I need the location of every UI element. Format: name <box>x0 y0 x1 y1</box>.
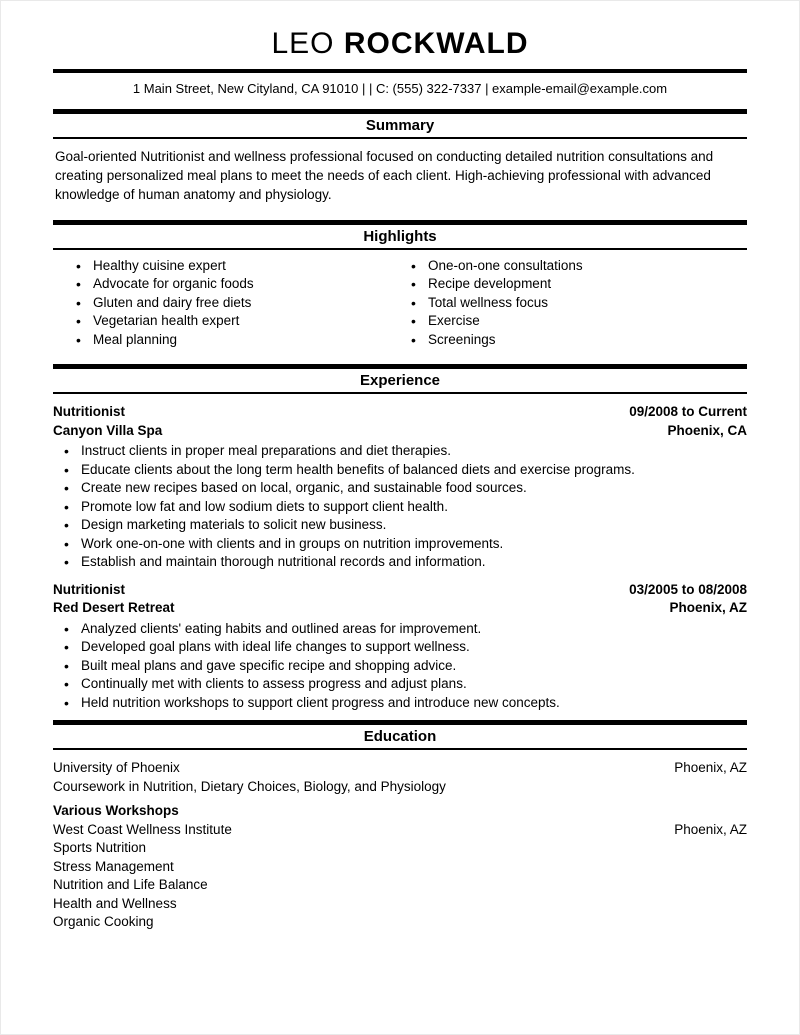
job-dates: 09/2008 to Current <box>629 404 747 419</box>
highlight-item: • Exercise <box>428 312 747 331</box>
education-institute: West Coast Wellness Institute <box>53 822 232 837</box>
highlights-right-column <box>400 250 747 361</box>
job-bullet: • Continually met with clients to assess progress and adjust plans. <box>81 675 747 694</box>
education-section <box>53 750 747 932</box>
job-bullet: • Analyzed clients' eating habits and outlined areas for improvement. <box>81 620 747 639</box>
highlight-item: • Gluten and dairy free diets <box>93 294 400 313</box>
highlights-columns <box>53 250 747 361</box>
job-company: Canyon Villa Spa <box>53 422 163 438</box>
education-institute-location: Phoenix, AZ <box>674 822 747 837</box>
workshop-item: Nutrition and Life Balance <box>53 877 208 892</box>
workshop-item: Organic Cooking <box>53 914 154 929</box>
highlight-item: • Recipe development <box>428 275 747 294</box>
job-location: Phoenix, CA <box>667 422 747 438</box>
section-title-summary: Summary <box>53 109 747 139</box>
job-bullet: • Work one-on-one with clients and in groups on nutrition improvements. <box>81 535 747 554</box>
highlight-item: • Advocate for organic foods <box>93 275 400 294</box>
job-bullet: • Built meal plans and gave specific recipe and shopping advice. <box>81 657 747 676</box>
contact-line: 1 Main Street, New Cityland, CA 91010 | | C: (555) 322-7337 | example-email@example.com <box>132 80 668 96</box>
experience-job <box>53 581 747 713</box>
job-bullet: • Create new recipes based on local, organic, and sustainable food sources. <box>81 479 747 498</box>
education-coursework: Coursework in Nutrition, Dietary Choices, Biology, and Physiology <box>53 779 446 794</box>
job-bullet: • Held nutrition workshops to support client progress and introduce new concepts. <box>81 694 747 713</box>
highlights-left-column <box>53 250 400 361</box>
highlight-item: • Screenings <box>428 331 747 350</box>
workshop-item: Sports Nutrition <box>53 840 147 855</box>
education-school: University of Phoenix <box>53 760 180 775</box>
experience-job <box>53 403 747 572</box>
job-bullet-list <box>53 620 747 713</box>
summary-paragraph: Goal-oriented Nutritionist and wellness professional focused on conducting detailed nutrition consultations and creating personalized meal plans to meet the needs of each client. High-achieving professional with advanced knowledge of human anatomy and physiology. <box>55 148 714 202</box>
highlight-item: • Vegetarian health expert <box>93 312 400 331</box>
candidate-last-name: ROCKWALD <box>343 27 529 60</box>
highlight-item: • Healthy cuisine expert <box>93 257 400 276</box>
candidate-first-name: LEO <box>271 27 335 60</box>
job-title: Nutritionist <box>53 581 125 597</box>
job-bullet: • Instruct clients in proper meal preparations and diet therapies. <box>81 442 747 461</box>
education-workshop-list <box>53 839 747 932</box>
job-bullet: • Design marketing materials to solicit new business. <box>81 516 747 535</box>
job-company: Red Desert Retreat <box>53 600 175 615</box>
job-location: Phoenix, AZ <box>669 600 747 615</box>
highlight-item: • Meal planning <box>93 331 400 350</box>
highlight-item: • One-on-one consultations <box>428 257 747 276</box>
job-dates: 03/2005 to 08/2008 <box>629 581 747 597</box>
job-bullet: • Developed goal plans with ideal life changes to support wellness. <box>81 638 747 657</box>
education-school-location: Phoenix, AZ <box>674 760 747 775</box>
highlight-item: • Total wellness focus <box>428 294 747 313</box>
section-title-experience: Experience <box>53 364 747 394</box>
highlights-right-list <box>400 257 747 350</box>
education-workshops-heading: Various Workshops <box>53 803 179 818</box>
highlights-left-list <box>53 257 400 350</box>
job-bullet: • Educate clients about the long term health benefits of balanced diets and exercise programs. <box>81 461 747 480</box>
candidate-name <box>53 27 747 62</box>
section-title-education: Education <box>53 720 747 750</box>
job-title: Nutritionist <box>53 404 125 419</box>
workshop-item: Stress Management <box>53 858 174 874</box>
job-bullet-list <box>53 442 747 572</box>
job-bullet: • Establish and maintain thorough nutritional records and information. <box>81 553 747 572</box>
section-title-highlights: Highlights <box>53 220 747 250</box>
workshop-item: Health and Wellness <box>53 895 177 911</box>
job-bullet: • Promote low fat and low sodium diets to support client health. <box>81 498 747 517</box>
